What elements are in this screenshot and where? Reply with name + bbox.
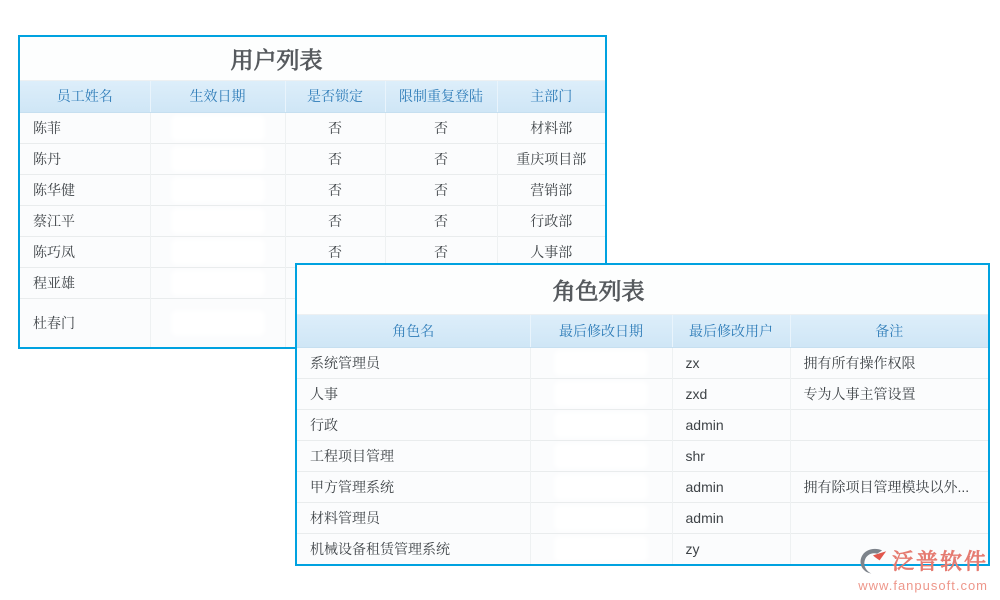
role-name-cell: 甲方管理系统 (297, 471, 530, 502)
user-col-header-name: 员工姓名 (20, 81, 150, 112)
role-user-cell: zxd (672, 378, 790, 409)
role-list-title: 角色列表 (297, 265, 988, 315)
redacted-date-patch (174, 273, 262, 293)
user-name-cell: 杜春门 (20, 298, 150, 347)
table-row[interactable] (297, 409, 988, 440)
role-list-table (297, 315, 988, 564)
watermark-brand-text: 泛普软件 (891, 549, 988, 574)
role-table-header-row (297, 315, 988, 347)
user-table-header-row (20, 81, 605, 112)
table-row[interactable] (20, 174, 605, 205)
redacted-date-patch (557, 539, 645, 559)
role-col-header-modified-date: 最后修改日期 (530, 315, 672, 347)
role-name-cell: 材料管理员 (297, 502, 530, 533)
redacted-date-patch (557, 384, 645, 404)
user-locked-cell: 否 (285, 143, 385, 174)
watermark-url[interactable]: www.fanpusoft.com (858, 578, 988, 593)
user-col-header-department: 主部门 (497, 81, 605, 112)
user-col-header-locked: 是否锁定 (285, 81, 385, 112)
redacted-date-patch (174, 313, 262, 333)
role-remark-cell: 拥有除项目管理模块以外... (790, 471, 988, 502)
user-locked-cell: 否 (285, 112, 385, 143)
user-col-header-restrict-login: 限制重复登陆 (385, 81, 497, 112)
role-date-cell (530, 471, 672, 502)
role-remark-cell (790, 502, 988, 533)
user-date-cell (150, 143, 285, 174)
role-remark-cell (790, 440, 988, 471)
redacted-date-patch (174, 118, 262, 138)
user-locked-cell: 否 (285, 205, 385, 236)
redacted-date-patch (557, 353, 645, 373)
user-dept-cell: 重庆项目部 (497, 143, 605, 174)
user-restrict-cell: 否 (385, 205, 497, 236)
user-dept-cell: 营销部 (497, 174, 605, 205)
user-date-cell (150, 267, 285, 298)
role-date-cell (530, 409, 672, 440)
user-name-cell: 程亚雄 (20, 267, 150, 298)
redacted-date-patch (174, 211, 262, 231)
user-date-cell (150, 298, 285, 347)
role-name-cell: 系统管理员 (297, 347, 530, 378)
redacted-date-patch (557, 415, 645, 435)
role-name-cell: 行政 (297, 409, 530, 440)
table-row[interactable] (297, 378, 988, 409)
user-restrict-cell: 否 (385, 143, 497, 174)
role-date-cell (530, 502, 672, 533)
user-locked-cell: 否 (285, 174, 385, 205)
role-remark-cell: 专为人事主管设置 (790, 378, 988, 409)
user-dept-cell: 材料部 (497, 112, 605, 143)
user-date-cell (150, 112, 285, 143)
redacted-date-patch (557, 477, 645, 497)
user-restrict-cell: 否 (385, 236, 497, 267)
table-row[interactable] (297, 440, 988, 471)
user-col-header-effective-date: 生效日期 (150, 81, 285, 112)
redacted-date-patch (174, 180, 262, 200)
role-date-cell (530, 378, 672, 409)
table-row[interactable] (20, 112, 605, 143)
user-name-cell: 陈菲 (20, 112, 150, 143)
user-restrict-cell: 否 (385, 174, 497, 205)
table-row[interactable] (297, 347, 988, 378)
role-user-cell: zy (672, 533, 790, 564)
role-list-panel (295, 263, 990, 566)
fanpusoft-watermark (858, 548, 988, 592)
role-remark-cell (790, 409, 988, 440)
role-user-cell: zx (672, 347, 790, 378)
role-user-cell: admin (672, 502, 790, 533)
user-restrict-cell: 否 (385, 112, 497, 143)
role-date-cell (530, 440, 672, 471)
user-name-cell: 陈丹 (20, 143, 150, 174)
user-date-cell (150, 205, 285, 236)
role-name-cell: 工程项目管理 (297, 440, 530, 471)
role-date-cell (530, 347, 672, 378)
role-user-cell: admin (672, 409, 790, 440)
role-name-cell: 人事 (297, 378, 530, 409)
role-user-cell: shr (672, 440, 790, 471)
redacted-date-patch (557, 446, 645, 466)
redacted-date-patch (174, 149, 262, 169)
user-date-cell (150, 174, 285, 205)
table-row[interactable] (20, 205, 605, 236)
role-col-header-remark: 备注 (790, 315, 988, 347)
redacted-date-patch (174, 242, 262, 262)
role-name-cell: 机械设备租赁管理系统 (297, 533, 530, 564)
user-list-title: 用户列表 (20, 37, 605, 81)
user-name-cell: 陈华健 (20, 174, 150, 205)
user-dept-cell: 人事部 (497, 236, 605, 267)
table-row[interactable] (297, 471, 988, 502)
table-row[interactable] (297, 502, 988, 533)
redacted-date-patch (557, 508, 645, 528)
role-remark-cell: 拥有所有操作权限 (790, 347, 988, 378)
role-date-cell (530, 533, 672, 564)
user-name-cell: 蔡江平 (20, 205, 150, 236)
user-dept-cell: 行政部 (497, 205, 605, 236)
role-col-header-modified-user: 最后修改用户 (672, 315, 790, 347)
user-locked-cell: 否 (285, 236, 385, 267)
role-user-cell: admin (672, 471, 790, 502)
role-col-header-role-name: 角色名 (297, 315, 530, 347)
user-date-cell (150, 236, 285, 267)
fanpusoft-logo-icon (858, 548, 888, 576)
table-row[interactable] (20, 143, 605, 174)
user-name-cell: 陈巧凤 (20, 236, 150, 267)
